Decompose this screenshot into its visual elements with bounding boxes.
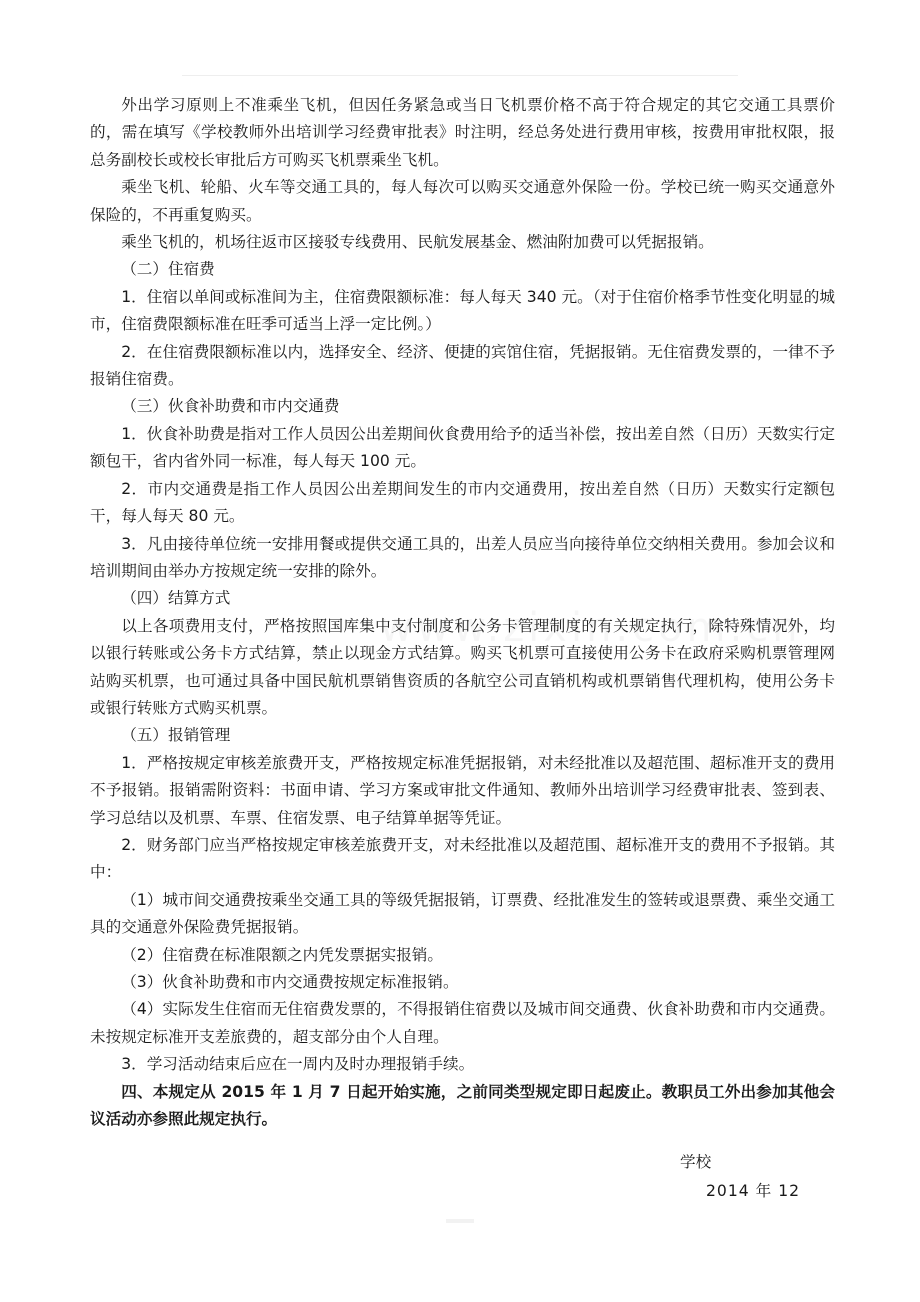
document-body bbox=[90, 92, 835, 1133]
paragraph: （五）报销管理 bbox=[121, 726, 231, 745]
paragraph: 四、本规定从 2015 年 1 月 7 日起开始实施，之前同类型规定即日起废止。教职员工外出参加其他会议活动亦参照此规定执行。 bbox=[90, 1082, 835, 1129]
paragraph: 2．财务部门应当严格按规定审核差旅费开支，对未经批准以及超范围、超标准开支的费用不予报销。其中： bbox=[90, 835, 835, 882]
paragraph: （三）伙食补助费和市内交通费 bbox=[121, 397, 340, 416]
footer-mark bbox=[446, 1219, 474, 1223]
paragraph: 3．学习活动结束后应在一周内及时办理报销手续。 bbox=[121, 1055, 475, 1074]
paragraph: 1．住宿以单间或标准间为主，住宿费限额标准：每人每天 340 元。（对于住宿价格季节性变化明显的城市，住宿费限额标准在旺季可适当上浮一定比例。） bbox=[90, 287, 835, 334]
paragraph: 2．在住宿费限额标准以内，选择安全、经济、便捷的宾馆住宿，凭据报销。无住宿费发票的，一律不予报销住宿费。 bbox=[90, 342, 835, 389]
paragraph: （2）住宿费在标准限额之内凭发票据实报销。 bbox=[121, 945, 443, 964]
paragraph: 外出学习原则上不准乘坐飞机，但因任务紧急或当日飞机票价格不高于符合规定的其它交通工具票价的，需在填写《学校教师外出培训学习经费审批表》时注明，经总务处进行费用审核，按费用审批权限，报总务副校长或校长审批后方可购买飞机票乘坐飞机。 bbox=[90, 96, 835, 169]
header-rule bbox=[182, 75, 738, 76]
paragraph: （1）城市间交通费按乘坐交通工具的等级凭据报销，订票费、经批准发生的签转或退票费、乘坐交通工具的交通意外保险费凭据报销。 bbox=[90, 890, 835, 937]
paragraph: （二）住宿费 bbox=[121, 260, 215, 279]
signature-org: 学校 bbox=[680, 1153, 712, 1171]
paragraph: 3．凡由接待单位统一安排用餐或提供交通工具的，出差人员应当向接待单位交纳相关费用。参加会议和培训期间由举办方按规定统一安排的除外。 bbox=[90, 534, 835, 580]
paragraph: 乘坐飞机、轮船、火车等交通工具的，每人每次可以购买交通意外保险一份。学校已统一购买交通意外保险的，不再重复购买。 bbox=[90, 178, 835, 224]
paragraph: 1．伙食补助费是指对工作人员因公出差期间伙食费用给予的适当补偿，按出差自然（日历）天数实行定额包干，省内省外同一标准，每人每天 100 元。 bbox=[90, 424, 835, 471]
signature-date: 2014 年 12 bbox=[706, 1182, 801, 1200]
paragraph: （4）实际发生住宿而无住宿费发票的，不得报销住宿费以及城市间交通费、伙食补助费和市内交通费。未按规定标准开支差旅费的，超支部分由个人自理。 bbox=[90, 1000, 835, 1046]
paragraph: 以上各项费用支付，严格按照国库集中支付制度和公务卡管理制度的有关规定执行，除特殊情况外，均以银行转账或公务卡方式结算，禁止以现金方式结算。购买飞机票可直接使用公务卡在政府采购机票管理网站购买机票，也可通过具备中国民航机票销售资质的各航空公司直销机构或机票销售代理机构，使用公务卡或银行转账方式购买机票。 bbox=[90, 616, 835, 717]
paragraph: 2．市内交通费是指工作人员因公出差期间发生的市内交通费用，按出差自然（日历）天数实行定额包干，每人每天 80 元。 bbox=[90, 479, 835, 526]
paragraph: （3）伙食补助费和市内交通费按规定标准报销。 bbox=[121, 973, 459, 991]
paragraph: 乘坐飞机的，机场往返市区接驳专线费用、民航发展基金、燃油附加费可以凭据报销。 bbox=[121, 233, 714, 252]
paragraph: （四）结算方式 bbox=[121, 589, 231, 608]
paragraph: 1．严格按规定审核差旅费开支，严格按规定标准凭据报销，对未经批准以及超范围、超标准开支的费用不予报销。报销需附资料：书面申请、学习方案或审批文件通知、教师外出培训学习经费审批表、签到表、学习总结以及机票、车票、住宿发票、电子结算单据等凭证。 bbox=[90, 753, 835, 827]
